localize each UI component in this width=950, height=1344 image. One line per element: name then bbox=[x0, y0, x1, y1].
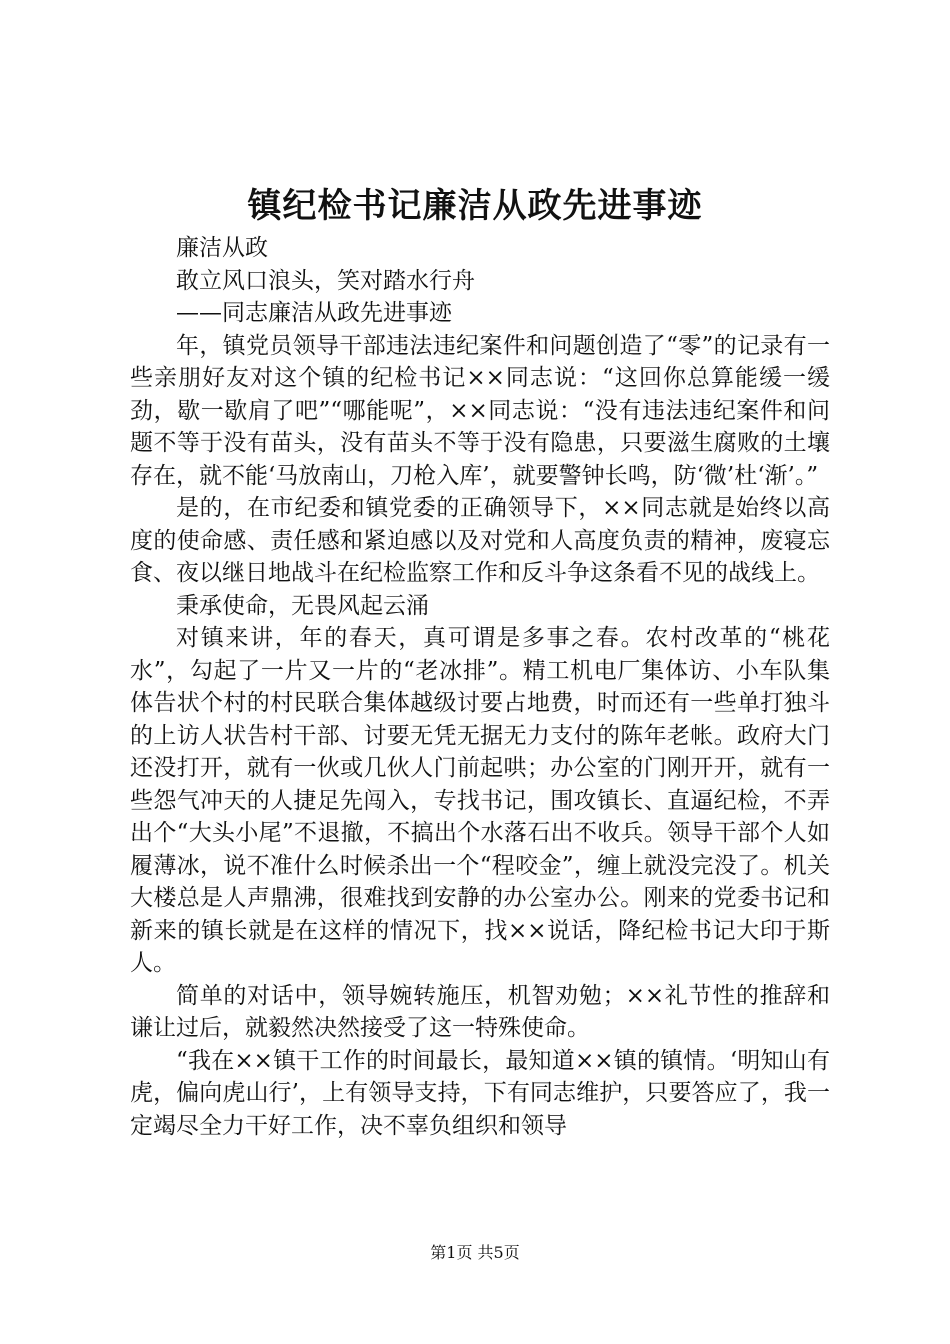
paragraph: 是的，在市纪委和镇党委的正确领导下，××同志就是始终以高度的使命感、责任感和紧迫感以及对党和人高度负责的精神，废寝忘食、夜以继日地战斗在纪检监察工作和反斗争这条看不见的战线上。 bbox=[130, 495, 830, 586]
page-number: 第1页 共5页 bbox=[430, 1243, 520, 1262]
paragraph: 对镇来讲，年的春天，真可谓是多事之春。农村改革的“桃花水”，勾起了一片又一片的“老冰排”。精工机电厂集体访、小车队集体告状个村的村民联合集体越级讨要占地费，时而还有一些单打独斗的上访人状告村干部、讨要无凭无据无力支付的陈年老帐。政府大门还没打开，就有一伙或几伙人门前起哄；办公室的门刚开开，就有一些怨气冲天的人捷足先闯入，专找书记，围攻镇长、直逼纪检，不弄出个“大头小尾”不退撤，不搞出个水落石出不收兵。领导干部个人如履薄冰，说不准什么时候杀出一个“程咬金”，缠上就没完没了。机关大楼总是人声鼎沸，很难找到安静的办公室办公。刚来的党委书记和新来的镇长就是在这样的情况下，找××说话，降纪检书记大印于斯人。 bbox=[130, 625, 830, 976]
document-title: 镇纪检书记廉洁从政先进事迹 bbox=[247, 186, 703, 226]
paragraph: 简单的对话中，领导婉转施压，机智劝勉；××礼节性的推辞和谦让过后，就毅然决然接受了这一特殊使命。 bbox=[130, 982, 830, 1041]
paragraph: 年，镇党员领导干部违法违纪案件和问题创造了“零”的记录有一些亲朋好友对这个镇的纪检书记××同志说：“这回你总算能缓一缓劲，歇一歇肩了吧”“哪能呢”，××同志说：“没有违法违纪案件和问题不等于没有苗头，没有苗头不等于没有隐患，只要滋生腐败的土壤存在，就不能‘马放南山，刀枪入库’，就要警钟长鸣，防‘微’杜‘渐’。” bbox=[130, 332, 830, 489]
paragraph-heading: 廉洁从政 bbox=[176, 235, 268, 261]
paragraph: “我在××镇干工作的时间最长，最知道××镇的镇情。‘明知山有虎，偏向虎山行’，上有领导支持，下有同志维护，只要答应了，我一定竭尽全力干好工作，决不辜负组织和领导 bbox=[130, 1047, 830, 1139]
paragraph-subtitle: 敢立风口浪头，笑对踏水行舟 bbox=[176, 267, 475, 294]
paragraph-subtitle-attribution: ——同志廉洁从政先进事迹 bbox=[176, 300, 452, 326]
section-heading: 秉承使命，无畏风起云涌 bbox=[176, 592, 429, 619]
document-body bbox=[130, 232, 830, 1142]
